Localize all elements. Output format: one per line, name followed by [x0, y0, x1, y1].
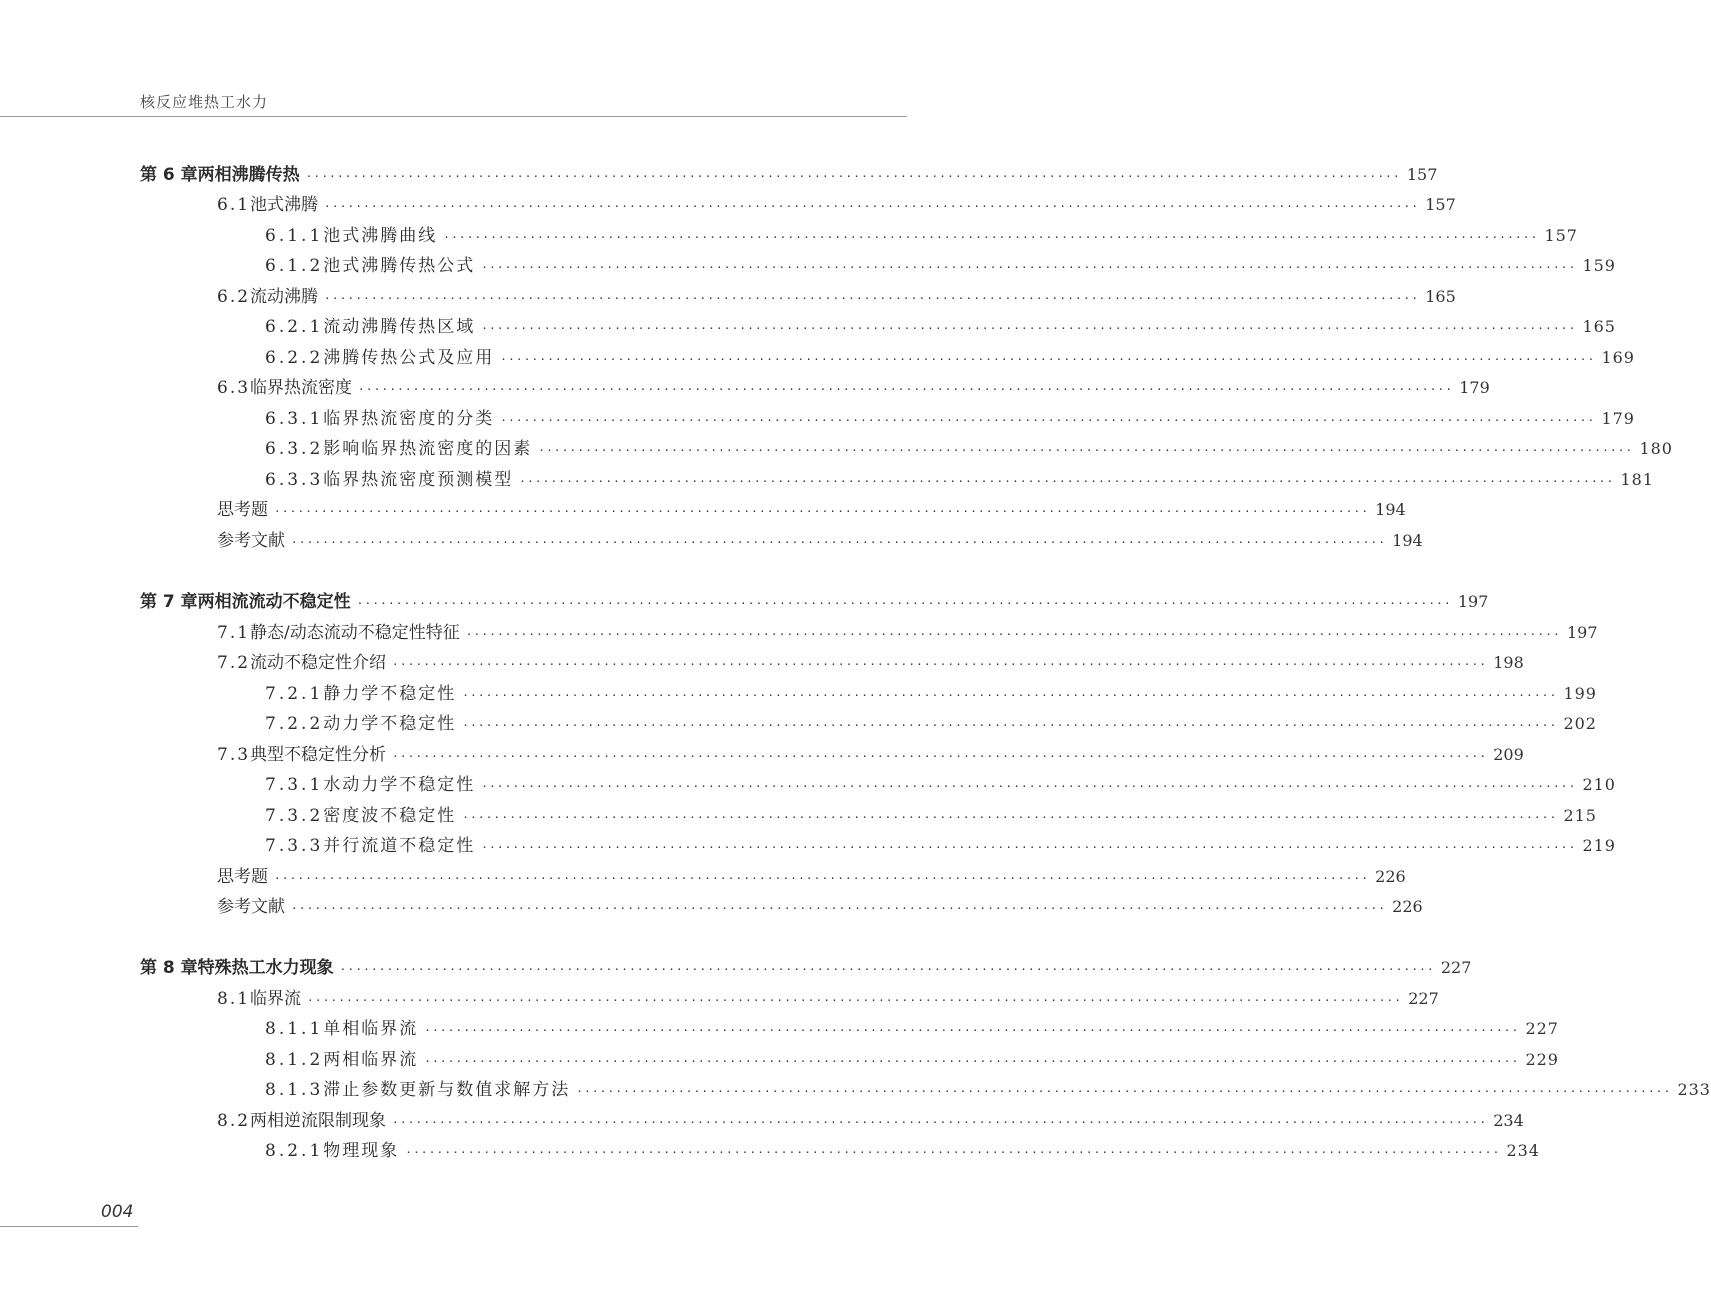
toc-entry-title: 沸腾传热公式及应用 [323, 348, 495, 368]
toc-entry-page: 159 [1582, 256, 1616, 275]
toc-entry-page: 157 [1544, 226, 1578, 245]
header-divider [0, 116, 907, 117]
toc-entry-title: 流动不稳定性介绍 [250, 653, 387, 673]
toc-entry-number: 8.1.1 [265, 1019, 324, 1039]
toc-entry-number: 7.2 [217, 653, 251, 673]
toc-entry-number: 第 7 章 [140, 592, 198, 612]
toc-entry-number: 6.3 [217, 378, 251, 398]
toc-entry-page: 179 [1601, 409, 1635, 428]
toc-entry-number: 7.2.1 [265, 684, 324, 704]
page-number: 004 [101, 1202, 134, 1222]
toc-dot-leader: ············································································································································ [356, 597, 1452, 610]
toc-entry-number: 第 6 章 [140, 165, 198, 185]
toc-entry-title: 两相逆流限制现象 [250, 1111, 387, 1131]
toc-entry-subsection [265, 434, 1673, 464]
toc-entry-page: 227 [1525, 1019, 1559, 1038]
toc-entry-subsection [265, 1045, 1559, 1075]
toc-entry-page: 179 [1459, 378, 1490, 397]
toc-entry-number: 6.3.3 [265, 470, 324, 490]
toc-dot-leader: ············································································································································ [339, 963, 1435, 976]
toc-entry-section [217, 1106, 1524, 1136]
toc-entry-section [217, 373, 1490, 403]
toc-entry-subsection [265, 251, 1616, 281]
toc-dot-leader: ············································································································································ [481, 322, 1577, 335]
toc-dot-leader: ············································································································································ [358, 383, 1454, 396]
toc-entry-page: 165 [1582, 317, 1616, 336]
toc-entry-number: 6.2.1 [265, 317, 324, 337]
toc-entry-title: 并行流道不稳定性 [323, 836, 476, 856]
toc-dot-leader: ············································································································································ [500, 414, 1596, 427]
toc-entry-page: 180 [1639, 439, 1673, 458]
toc-entry-page: 215 [1563, 806, 1597, 825]
toc-entry-title: 动力学不稳定性 [323, 714, 457, 734]
toc-entry-page: 194 [1375, 500, 1406, 519]
toc-entry-subsection [265, 312, 1616, 342]
toc-entry-page: 199 [1563, 684, 1597, 703]
toc-entry-subsection [265, 709, 1597, 739]
toc-entry-number: 第 8 章 [140, 958, 198, 978]
toc-entry-page: 169 [1601, 348, 1635, 367]
toc-entry-page: 181 [1620, 470, 1654, 489]
toc-entry-subsection [265, 1075, 1711, 1105]
toc-dot-leader: ············································································································································ [274, 872, 1370, 885]
toc-entry-title: 两相流流动不稳定性 [197, 592, 351, 612]
toc-entry-title: 参考文献 [217, 531, 285, 551]
toc-entry-title: 临界热流密度的分类 [323, 409, 495, 429]
toc-entry-title: 静态/动态流动不稳定性特征 [250, 623, 460, 643]
toc-entry-page: 197 [1566, 623, 1598, 642]
toc-entry-number: 8.2 [217, 1111, 251, 1131]
toc-entry-chapter [140, 953, 1472, 983]
toc-dot-leader: ············································································································································ [481, 261, 1577, 274]
toc-entry-page: 197 [1457, 592, 1489, 611]
toc-dot-leader: ············································································································································ [392, 750, 1488, 763]
toc-dot-leader: ············································································································································ [324, 292, 1420, 305]
toc-dot-leader: ············································································································································ [291, 536, 1387, 549]
toc-dot-leader: ············································································································································ [324, 200, 1420, 213]
toc-dot-leader: ············································································································································ [462, 689, 1558, 702]
toc-entry-title: 池式沸腾 [250, 195, 319, 215]
toc-entry-title: 思考题 [217, 500, 268, 520]
toc-entry-number: 6.1.1 [265, 226, 324, 246]
toc-entry-number: 7.3.3 [265, 836, 324, 856]
toc-dot-leader: ············································································································································ [392, 658, 1488, 671]
toc-entry-section [217, 282, 1456, 312]
toc-entry-page: 210 [1582, 775, 1616, 794]
toc-entry-chapter [140, 587, 1489, 617]
toc-entry-page: 226 [1392, 897, 1423, 916]
toc-entry-aux [217, 495, 1406, 525]
toc-entry-page: 229 [1525, 1050, 1559, 1069]
toc-entry-page: 165 [1425, 287, 1456, 306]
toc-entry-title: 临界热流密度 [250, 378, 353, 398]
toc-entry-title: 池式沸腾传热公式 [323, 256, 476, 276]
toc-dot-leader: ············································································································································ [274, 505, 1370, 518]
toc-dot-leader: ············································································································································ [291, 902, 1387, 915]
toc-entry-title: 流动沸腾传热区域 [323, 317, 476, 337]
toc-entry-section [217, 190, 1456, 220]
toc-dot-leader: ············································································································································ [424, 1055, 1520, 1068]
toc-entry-number: 8.1.3 [265, 1080, 324, 1100]
toc-entry-number: 6.3.2 [265, 439, 324, 459]
toc-entry-number: 7.2.2 [265, 714, 324, 734]
toc-dot-leader: ············································································································································ [500, 353, 1596, 366]
toc-entry-number: 6.2 [217, 287, 251, 307]
toc-entry-title: 影响临界热流密度的因素 [323, 439, 533, 459]
toc-entry-page: 194 [1392, 531, 1423, 550]
toc-dot-leader: ············································································································································ [538, 444, 1634, 457]
toc-dot-leader: ············································································································································ [481, 780, 1577, 793]
footer-divider [0, 1226, 138, 1227]
toc-dot-leader: ············································································································································ [405, 1146, 1501, 1159]
toc-entry-chapter [140, 160, 1438, 190]
toc-dot-leader: ············································································································································ [481, 841, 1577, 854]
toc-dot-leader: ············································································································································ [307, 994, 1403, 1007]
toc-dot-leader: ············································································································································ [519, 475, 1615, 488]
toc-entry-page: 157 [1406, 165, 1438, 184]
toc-entry-page: 234 [1506, 1141, 1540, 1160]
toc-entry-page: 202 [1563, 714, 1597, 733]
toc-dot-leader: ············································································································································ [305, 170, 1401, 183]
toc-entry-title: 密度波不稳定性 [323, 806, 457, 826]
toc-entry-number: 8.2.1 [265, 1141, 324, 1161]
toc-entry-page: 234 [1493, 1111, 1524, 1130]
toc-entry-number: 8.1 [217, 989, 251, 1009]
toc-entry-number: 7.1 [217, 623, 251, 643]
toc-entry-section [217, 984, 1439, 1014]
toc-entry-page: 227 [1440, 958, 1472, 977]
toc-entry-aux [217, 526, 1423, 556]
toc-entry-title: 水动力学不稳定性 [323, 775, 476, 795]
toc-entry-title: 池式沸腾曲线 [323, 226, 438, 246]
toc-entry-title: 单相临界流 [323, 1019, 419, 1039]
toc-entry-section [217, 648, 1524, 678]
toc-entry-subsection [265, 221, 1578, 251]
toc-entry-page: 157 [1425, 195, 1456, 214]
toc-entry-subsection [265, 1136, 1540, 1166]
toc-entry-subsection [265, 801, 1597, 831]
toc-entry-subsection [265, 831, 1616, 861]
toc-entry-page: 219 [1582, 836, 1616, 855]
toc-entry-page: 233 [1677, 1080, 1711, 1099]
toc-dot-leader: ············································································································································ [462, 811, 1558, 824]
toc-entry-subsection [265, 679, 1597, 709]
toc-entry-section [217, 740, 1524, 770]
running-header-title: 核反应堆热工水力 [140, 93, 269, 111]
toc-entry-title: 流动沸腾 [250, 287, 319, 307]
toc-entry-page: 209 [1493, 745, 1524, 764]
toc-entry-subsection [265, 343, 1635, 373]
toc-entry-title: 临界热流密度预测模型 [323, 470, 514, 490]
toc-entry-number: 7.3.1 [265, 775, 324, 795]
toc-entry-number: 6.2.2 [265, 348, 324, 368]
toc-dot-leader: ············································································································································ [576, 1085, 1672, 1098]
toc-entry-subsection [265, 465, 1654, 495]
toc-entry-number: 6.3.1 [265, 409, 324, 429]
toc-entry-title: 两相临界流 [323, 1050, 419, 1070]
toc-entry-page: 198 [1493, 653, 1524, 672]
toc-entry-number: 6.1 [217, 195, 251, 215]
toc-entry-aux [217, 862, 1406, 892]
toc-entry-subsection [265, 404, 1635, 434]
toc-entry-title: 滞止参数更新与数值求解方法 [323, 1080, 571, 1100]
toc-entry-subsection [265, 770, 1616, 800]
toc-entry-page: 227 [1408, 989, 1439, 1008]
toc-entry-title: 临界流 [250, 989, 302, 1009]
toc-dot-leader: ············································································································································ [392, 1116, 1488, 1129]
toc-dot-leader: ············································································································································ [443, 231, 1539, 244]
toc-entry-page: 226 [1375, 867, 1406, 886]
toc-entry-title: 两相沸腾传热 [197, 165, 300, 185]
toc-entry-title: 典型不稳定性分析 [250, 745, 387, 765]
toc-entry-title: 思考题 [217, 867, 268, 887]
toc-entry-title: 参考文献 [217, 897, 285, 917]
toc-dot-leader: ············································································································································ [462, 719, 1558, 732]
toc-entry-aux [217, 892, 1423, 922]
toc-entry-title: 特殊热工水力现象 [197, 958, 334, 978]
toc-entry-section [217, 618, 1598, 648]
toc-entry-number: 6.1.2 [265, 256, 324, 276]
toc-entry-title: 物理现象 [323, 1141, 400, 1161]
toc-entry-number: 7.3 [217, 745, 251, 765]
toc-entry-number: 7.3.2 [265, 806, 324, 826]
toc-dot-leader: ············································································································································ [465, 628, 1561, 641]
toc-entry-title: 静力学不稳定性 [323, 684, 457, 704]
toc-dot-leader: ············································································································································ [424, 1024, 1520, 1037]
toc-entry-number: 8.1.2 [265, 1050, 324, 1070]
toc-entry-subsection [265, 1014, 1559, 1044]
